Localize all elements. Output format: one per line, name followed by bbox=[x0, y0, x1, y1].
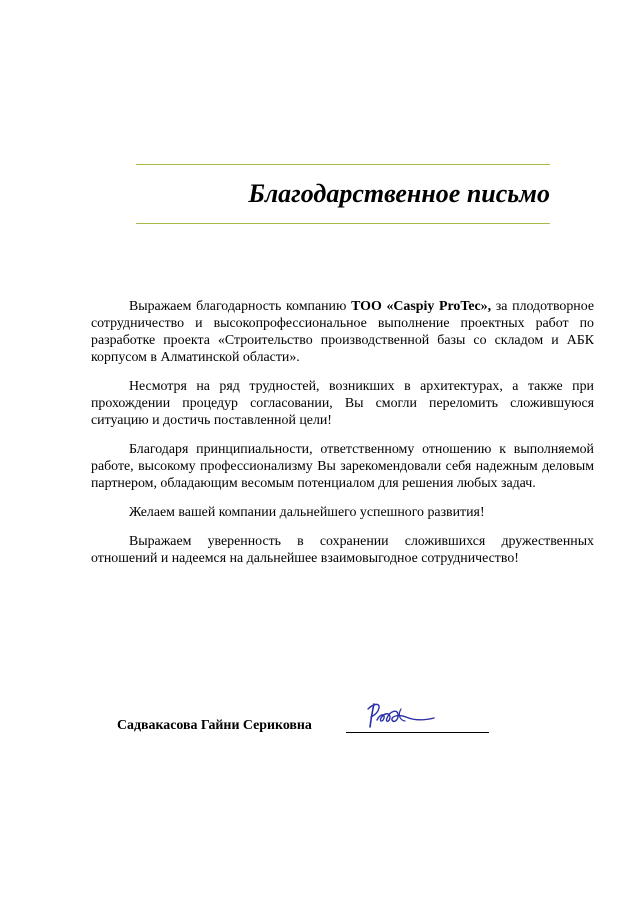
paragraph-confidence: Выражаем уверенность в сохранении сложившихся дружественных отношений и надеемся на дальнейшее взаимовыгодное сотрудничество! bbox=[91, 534, 594, 566]
paragraph-wishes: Желаем вашей компании дальнейшего успешного развития! bbox=[129, 505, 485, 520]
title-top-rule bbox=[136, 164, 550, 165]
signer-name: Садвакасова Гайни Сериковна bbox=[117, 718, 312, 733]
paragraph-professionalism: Благодаря принципиальности, ответственному отношению к выполняемой работе, высокому профессионализму Вы зарекомендовали себя надежным деловым партнером, обладающим весомым потенциалом для решения любых задач. bbox=[91, 442, 594, 491]
company-name: ТОО «Caspiy ProTec», bbox=[351, 299, 492, 314]
paragraph-gratitude-lead: Выражаем благодарность компанию bbox=[129, 299, 352, 314]
paragraph-gratitude bbox=[91, 298, 594, 366]
signature-icon bbox=[366, 700, 440, 732]
letter-title: Благодарственное письмо bbox=[248, 179, 550, 208]
paragraph-difficulties: Несмотря на ряд трудностей, возникших в архитектурах, а также при прохождении процедур согласовании, Вы смогли переломить сложившуюся ситуацию и достичь поставленной цели! bbox=[91, 379, 594, 428]
letter-body bbox=[91, 298, 594, 579]
signature-line bbox=[346, 732, 489, 733]
paragraph-gratitude-rest: за плодотворное сотрудничество и высокопрофессиональное выполнение проектных работ по разработке проекта «Строительство производственной базы со складом и АБК корпусом в Алматинской области». bbox=[91, 299, 595, 365]
title-bottom-rule bbox=[136, 223, 550, 224]
